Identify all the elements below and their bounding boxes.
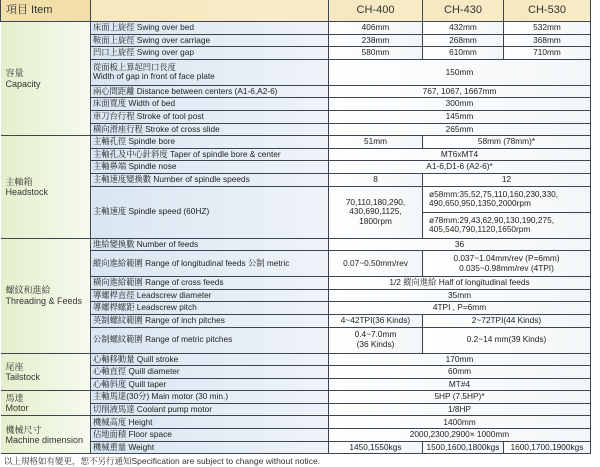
spec-item-label xyxy=(91,327,329,353)
spec-value xyxy=(423,22,504,35)
section-label xyxy=(1,416,91,454)
spec-value xyxy=(423,251,591,277)
spec-value xyxy=(329,148,591,161)
spec-value-text: 610mm xyxy=(449,47,477,58)
spec-value-text: 8 xyxy=(373,173,378,184)
spec-value xyxy=(329,327,423,353)
spec-item-label xyxy=(91,366,329,379)
spec-value-text: 265mm xyxy=(445,123,474,134)
spec-value-text: 4~42TPI(36 Kinds) xyxy=(340,314,411,325)
spec-value xyxy=(423,212,591,238)
spec-value xyxy=(423,327,591,353)
spec-value-text: 1800rpm xyxy=(359,215,392,226)
section-label-zh: 主軸箱 xyxy=(5,176,33,187)
spec-value-text: 4TPI , P=6mm xyxy=(432,302,487,313)
spec-item-text: 導螺桿直徑 Leadscrew diameter xyxy=(93,289,212,300)
section-label-zh: 尾座 xyxy=(5,361,24,372)
spec-value-text: 268mm xyxy=(449,34,477,45)
spec-value-text: 405,540,790,1120,1650rpm xyxy=(429,224,531,235)
spec-value-text: 580mm xyxy=(361,47,390,58)
spec-item-label xyxy=(91,378,329,391)
table-row xyxy=(1,22,591,35)
spec-item-text: 床面寬度 Width of bed xyxy=(93,98,176,109)
spec-item-label xyxy=(91,98,329,111)
spec-value-text: 2~72TPI(44 Kinds) xyxy=(471,314,542,325)
spec-value xyxy=(329,429,591,442)
spec-value xyxy=(329,34,423,47)
spec-item-label xyxy=(91,391,329,404)
spec-value-text: 1600,1700,1900kgs xyxy=(510,441,584,452)
spec-value xyxy=(423,173,591,186)
spec-item-text: 機械高度 Height xyxy=(93,416,153,427)
spec-item-label xyxy=(91,47,329,60)
header-model-ch-530: CH-530 xyxy=(504,0,591,22)
spec-value-text: 0.4~7.0mm xyxy=(354,329,397,340)
spec-value-text: 1400mm xyxy=(443,416,476,427)
spec-item-label xyxy=(91,123,329,136)
spec-item-label xyxy=(91,441,329,454)
spec-value-text: ø78mm:29,43,62,90,130,190,275, xyxy=(429,214,555,225)
spec-value-text: 0.037~1.04mm/rev (P=6mm) xyxy=(453,253,560,264)
spec-value-text: 0.07~0.50mm/rev xyxy=(343,257,408,268)
spec-value xyxy=(329,22,423,35)
spec-item-text: 公制螺紋範圍 Range of metric pitches xyxy=(93,334,233,345)
spec-value xyxy=(423,34,504,47)
spec-item-text: 主軸速度 Spindle speed (60HZ) xyxy=(93,206,210,217)
section-label-zh: 馬達 xyxy=(5,393,24,404)
spec-value xyxy=(329,314,423,327)
table-row xyxy=(1,391,591,404)
spec-value-text: (36 Kinds) xyxy=(356,339,395,349)
spec-item-text: 兩心間距離 Distance between centers (A1-6,A2-6) xyxy=(93,85,278,96)
spec-item-text: 縱向進給範圍 Range of longitudinal feeds 公制 metric xyxy=(93,257,290,268)
table-row xyxy=(1,416,591,429)
spec-value xyxy=(423,136,591,149)
spec-value xyxy=(329,59,591,85)
spec-item-text: 橫向進給範圍 Range of cross feeds xyxy=(93,277,224,288)
spec-value-text: MT6xMT4 xyxy=(440,148,479,159)
section-label xyxy=(1,391,91,416)
spec-value-text: 406mm xyxy=(361,22,390,33)
spec-value-text: 490,650,950,1350,2000rpm xyxy=(429,198,531,209)
spec-item-label xyxy=(91,403,329,416)
spec-item-label xyxy=(91,85,329,98)
spec-item-text: 佔地面積 Floor space xyxy=(93,429,172,440)
spec-value xyxy=(329,416,591,429)
spec-value-text: 1/2 縱向進給 Half of longitudinal feeds xyxy=(389,277,530,288)
spec-item-text: 鞍面上旋徑 Swing over carriage xyxy=(93,34,211,45)
spec-value xyxy=(329,251,423,277)
spec-value-text: 5HP (7.5HP)* xyxy=(434,391,485,402)
spec-item-text: 切削液馬達 Coolant pump motor xyxy=(93,403,212,414)
spec-value-text: 145mm xyxy=(445,111,474,121)
spec-value-text: 0.035~0.98mm/rev (4TPI) xyxy=(459,262,554,273)
section-label xyxy=(1,136,91,238)
spec-item-label xyxy=(91,302,329,315)
spec-item-text-en: Width of gap in front of face plate xyxy=(93,71,215,82)
spec-value xyxy=(329,110,591,123)
spec-value-text: 1450,1550kgs xyxy=(349,441,402,452)
spec-value-text: 35mm xyxy=(447,289,472,300)
spec-value-text: MT#4 xyxy=(448,378,471,389)
spec-value xyxy=(329,98,591,111)
spec-value xyxy=(329,186,423,238)
spec-value-text: 432mm xyxy=(449,22,477,33)
section-label xyxy=(1,353,91,391)
spec-value-text: 60mm xyxy=(447,366,472,377)
section-label-zh: 容量 xyxy=(5,68,24,79)
spec-value-text: 1500,1600,1800kgs xyxy=(426,441,500,452)
spec-value xyxy=(423,186,591,212)
header-model-ch-400: CH-400 xyxy=(329,0,423,22)
spec-value xyxy=(329,238,591,251)
spec-item-label xyxy=(91,34,329,47)
section-label-zh: 螺紋和進給 xyxy=(5,285,51,296)
spec-value-text: 170mm xyxy=(445,353,474,364)
spec-value-text: ø58mm:35,52,75,110,160,230,330, xyxy=(429,188,559,199)
spec-value xyxy=(329,441,423,454)
spec-item-text: 從面板上算起凹口長度 xyxy=(93,61,176,72)
spec-value-text: 70,110,180,290, xyxy=(345,196,406,207)
spec-value-text: 300mm xyxy=(445,98,474,109)
spec-value-text: 150mm xyxy=(445,66,474,77)
section-label-en: Headstock xyxy=(5,186,49,197)
section-label-en: Threading & Feeds xyxy=(5,295,83,306)
spec-value xyxy=(329,161,591,174)
spec-item-text: 主軸孔及中心針斜度 Taper of spindle bore & center xyxy=(93,148,281,159)
spec-item-label xyxy=(91,59,329,85)
spec-value xyxy=(329,47,423,60)
spec-item-text: 凹口上旋徑 Swing over gap xyxy=(93,47,194,58)
spec-value-text: 51mm xyxy=(363,136,388,147)
header-blank xyxy=(91,0,329,22)
header-row xyxy=(1,0,591,22)
spec-item-text: 心軸斜度 Quill taper xyxy=(93,378,167,389)
spec-item-label xyxy=(91,289,329,302)
spec-item-text: 主軸馬達(30分) Main motor (30 min.) xyxy=(93,391,229,402)
spec-item-label xyxy=(91,186,329,238)
spec-item-text: 心軸直徑 Quill diameter xyxy=(93,366,180,377)
spec-value-text: 2000,2300,2900× 1000mm xyxy=(409,429,510,440)
section-label-en: Machine dimension xyxy=(5,434,84,445)
table-row xyxy=(1,136,591,149)
spec-item-label xyxy=(91,314,329,327)
section-label xyxy=(1,238,91,353)
spec-value xyxy=(329,403,591,416)
spec-value xyxy=(504,22,591,35)
spec-item-text: 導螺桿螺距 Leadscrew pitch xyxy=(93,302,197,313)
spec-value-text: 36 xyxy=(454,238,465,249)
spec-item-text: 進給變換數 Number of feeds xyxy=(93,238,199,249)
spec-value xyxy=(329,173,423,186)
spec-item-label xyxy=(91,136,329,149)
spec-item-text: 機械重量 Weight xyxy=(93,441,155,452)
section-label xyxy=(1,22,91,136)
spec-item-label xyxy=(91,110,329,123)
footnote: 以上規格如有變更，恕不另行通知Specification are subject to change without notice. xyxy=(4,456,321,466)
spec-value xyxy=(423,314,591,327)
spec-item-text: 主軸孔徑 Spindle bore xyxy=(93,136,176,147)
spec-value xyxy=(329,391,591,404)
spec-value-text: 12 xyxy=(501,173,512,184)
spec-item-text: 心軸移動量 Quill stroke xyxy=(93,353,179,364)
table-row xyxy=(1,238,591,251)
spec-value xyxy=(329,85,591,98)
section-label-en: Motor xyxy=(5,403,29,414)
spec-value xyxy=(504,441,591,454)
spec-value xyxy=(329,136,423,149)
spec-value-text: 238mm xyxy=(361,34,390,45)
spec-value xyxy=(329,123,591,136)
spec-item-label xyxy=(91,251,329,277)
section-label-en: Capacity xyxy=(5,78,41,89)
spec-value xyxy=(504,47,591,60)
spec-value-text: 0.2~14 mm(39 Kinds) xyxy=(466,334,547,345)
spec-item-text: 床面上旋徑 Swing over bed xyxy=(93,22,194,33)
spec-value-text: 710mm xyxy=(533,47,561,58)
spec-item-label xyxy=(91,353,329,366)
header-item: 項目 Item xyxy=(1,0,91,22)
spec-value xyxy=(329,302,591,315)
spec-item-label xyxy=(91,238,329,251)
spec-item-label xyxy=(91,416,329,429)
spec-item-label xyxy=(91,277,329,290)
spec-item-text: 主軸速度變換數 Number of spindle speeds xyxy=(93,173,250,184)
spec-value-text: 1/8HP xyxy=(447,403,472,414)
section-label-zh: 機械尺寸 xyxy=(5,424,42,435)
spec-value-text: A1-6,D1-6 (A2-6)* xyxy=(426,161,493,172)
spec-value xyxy=(329,366,591,379)
spec-value-text: 368mm xyxy=(533,34,561,45)
table-row xyxy=(1,353,591,366)
spec-value xyxy=(504,34,591,47)
spec-item-text: 英制螺紋範圍 Range of inch pitches xyxy=(93,314,225,325)
section-label-en: Tailstock xyxy=(5,371,41,382)
spec-item-label xyxy=(91,173,329,186)
spec-value xyxy=(329,277,591,290)
spec-item-text: 主軸鼻端 Spindle nose xyxy=(93,161,177,172)
spec-value xyxy=(329,378,591,391)
spec-value xyxy=(423,47,504,60)
spec-item-text: 車刀台行程 Stroke of tool post xyxy=(93,111,204,121)
spec-value xyxy=(329,289,591,302)
header-model-ch-430: CH-430 xyxy=(423,0,504,22)
spec-item-label xyxy=(91,22,329,35)
spec-item-label xyxy=(91,148,329,161)
spec-value-text: 767, 1067, 1667mm xyxy=(422,85,497,96)
spec-item-label xyxy=(91,429,329,442)
spec-value-text: 430,690,1125, xyxy=(349,206,402,217)
spec-value-text: 532mm xyxy=(533,22,561,33)
spec-value xyxy=(329,353,591,366)
spec-item-text: 橫向滑座行程 Stroke of cross slide xyxy=(93,123,220,134)
spec-item-label xyxy=(91,161,329,174)
spec-value xyxy=(423,441,504,454)
spec-value-text: 58mm (78mm)* xyxy=(477,136,536,147)
